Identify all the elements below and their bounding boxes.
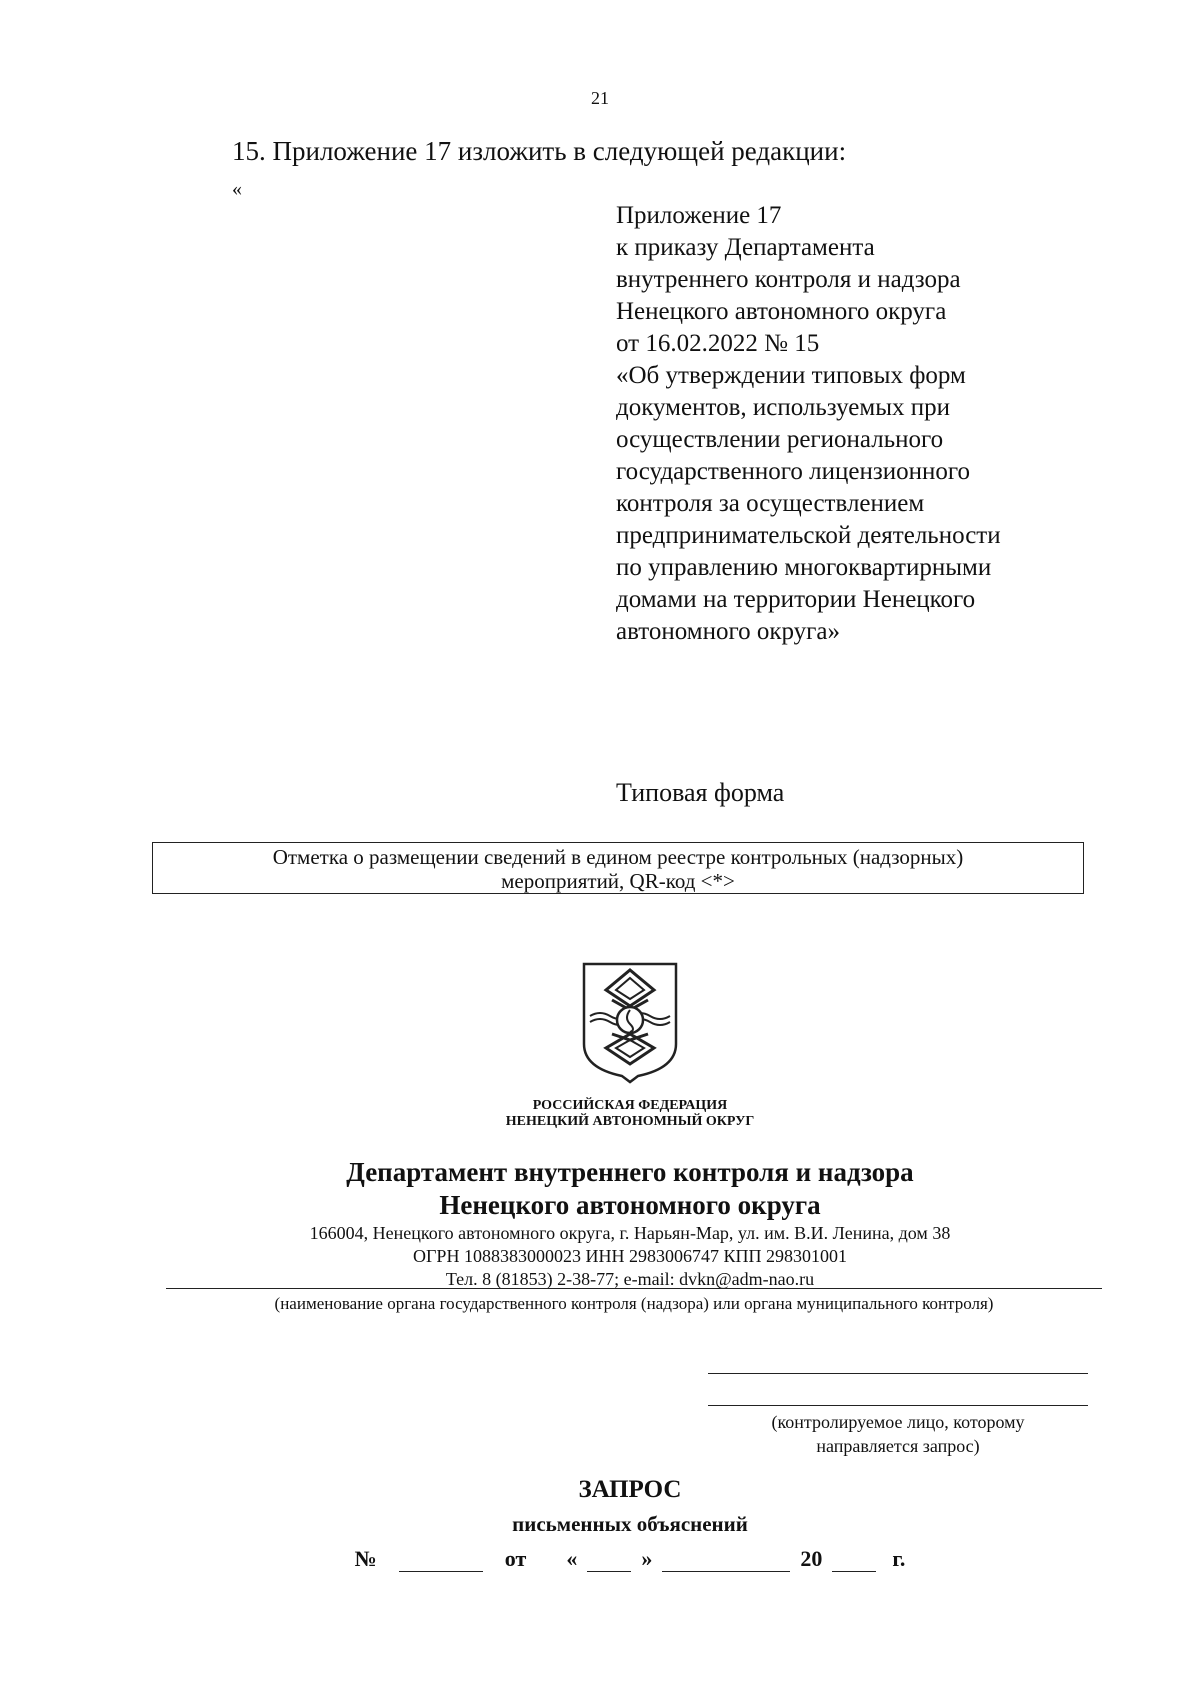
registry-mark-line: мероприятий, QR-код <*> (501, 869, 735, 893)
appendix-line: предпринимательской деятельности (616, 522, 1001, 549)
addressee-caption-line: направляется запрос) (816, 1436, 980, 1456)
department-title (0, 1156, 1200, 1222)
number-label: № (354, 1546, 377, 1571)
amendment-heading: 15. Приложение 17 изложить в следующей редакции: (232, 136, 847, 166)
country-header (0, 1098, 1200, 1130)
opening-quote: « (232, 178, 242, 200)
number-blank (399, 1551, 483, 1572)
appendix-block (616, 200, 1001, 648)
from-label: от (504, 1546, 527, 1571)
addressee-blank-line (708, 1373, 1088, 1374)
department-line: Департамент внутреннего контроля и надзора (346, 1157, 914, 1187)
appendix-line: внутреннего контроля и надзора (616, 266, 961, 293)
country-name: РОССИЙСКАЯ ФЕДЕРАЦИЯ (532, 1098, 728, 1113)
year-prefix: 20 (800, 1546, 823, 1571)
appendix-line: домами на территории Ненецкого (616, 586, 976, 613)
day-quote-right: » (641, 1546, 653, 1571)
day-quote-left: « (566, 1546, 578, 1571)
page-number: 21 (591, 88, 609, 108)
appendix-line: от 16.02.2022 № 15 (616, 330, 820, 357)
appendix-line: государственного лицензионного (616, 458, 971, 485)
department-phone: Тел. 8 (81853) 2-38-77; e-mail: dvkn@adm-nao.ru (445, 1269, 815, 1289)
appendix-line: Ненецкого автономного округа (616, 298, 947, 325)
coat-of-arms-icon (578, 960, 682, 1091)
appendix-line: контроля за осуществлением (616, 490, 925, 517)
addressee-caption (708, 1410, 1088, 1458)
month-blank (662, 1551, 790, 1572)
appendix-line: автономного округа» (616, 618, 841, 645)
header-separator (166, 1288, 1102, 1289)
appendix-line: к приказу Департамента (616, 234, 875, 261)
registry-mark-box (152, 842, 1084, 894)
department-address: 166004, Ненецкого автономного округа, г. Нарьян-Мар, ул. им. В.И. Ленина, дом 38 (309, 1223, 951, 1243)
request-subtitle: письменных объяснений (512, 1512, 748, 1536)
department-ids: ОГРН 1088383000023 ИНН 2983006747 КПП 298301001 (413, 1246, 847, 1266)
year-suffix: г. (892, 1546, 906, 1571)
appendix-line: осуществлении регионального (616, 426, 944, 453)
request-number-line (0, 1546, 1200, 1572)
addressee-blank-line (708, 1405, 1088, 1406)
appendix-line: документов, используемых при (616, 394, 951, 421)
year-blank (832, 1551, 876, 1572)
appendix-line: по управлению многоквартирными (616, 554, 992, 581)
appendix-line: Приложение 17 (616, 202, 782, 229)
form-type-label: Типовая форма (616, 778, 785, 807)
addressee-caption-line: (контролируемое лицо, которому (771, 1412, 1025, 1432)
request-title: ЗАПРОС (578, 1476, 682, 1503)
registry-mark-line: Отметка о размещении сведений в едином реестре контрольных (надзорных) (272, 845, 964, 869)
region-name: НЕНЕЦКИЙ АВТОНОМНЫЙ ОКРУГ (505, 1114, 755, 1129)
appendix-line: «Об утверждении типовых форм (616, 362, 966, 389)
day-blank (587, 1551, 631, 1572)
department-contacts (0, 1222, 1200, 1291)
department-line: Ненецкого автономного округа (439, 1190, 821, 1220)
org-name-caption: (наименование органа государственного контроля (надзора) или органа муниципального контроля) (274, 1294, 994, 1313)
